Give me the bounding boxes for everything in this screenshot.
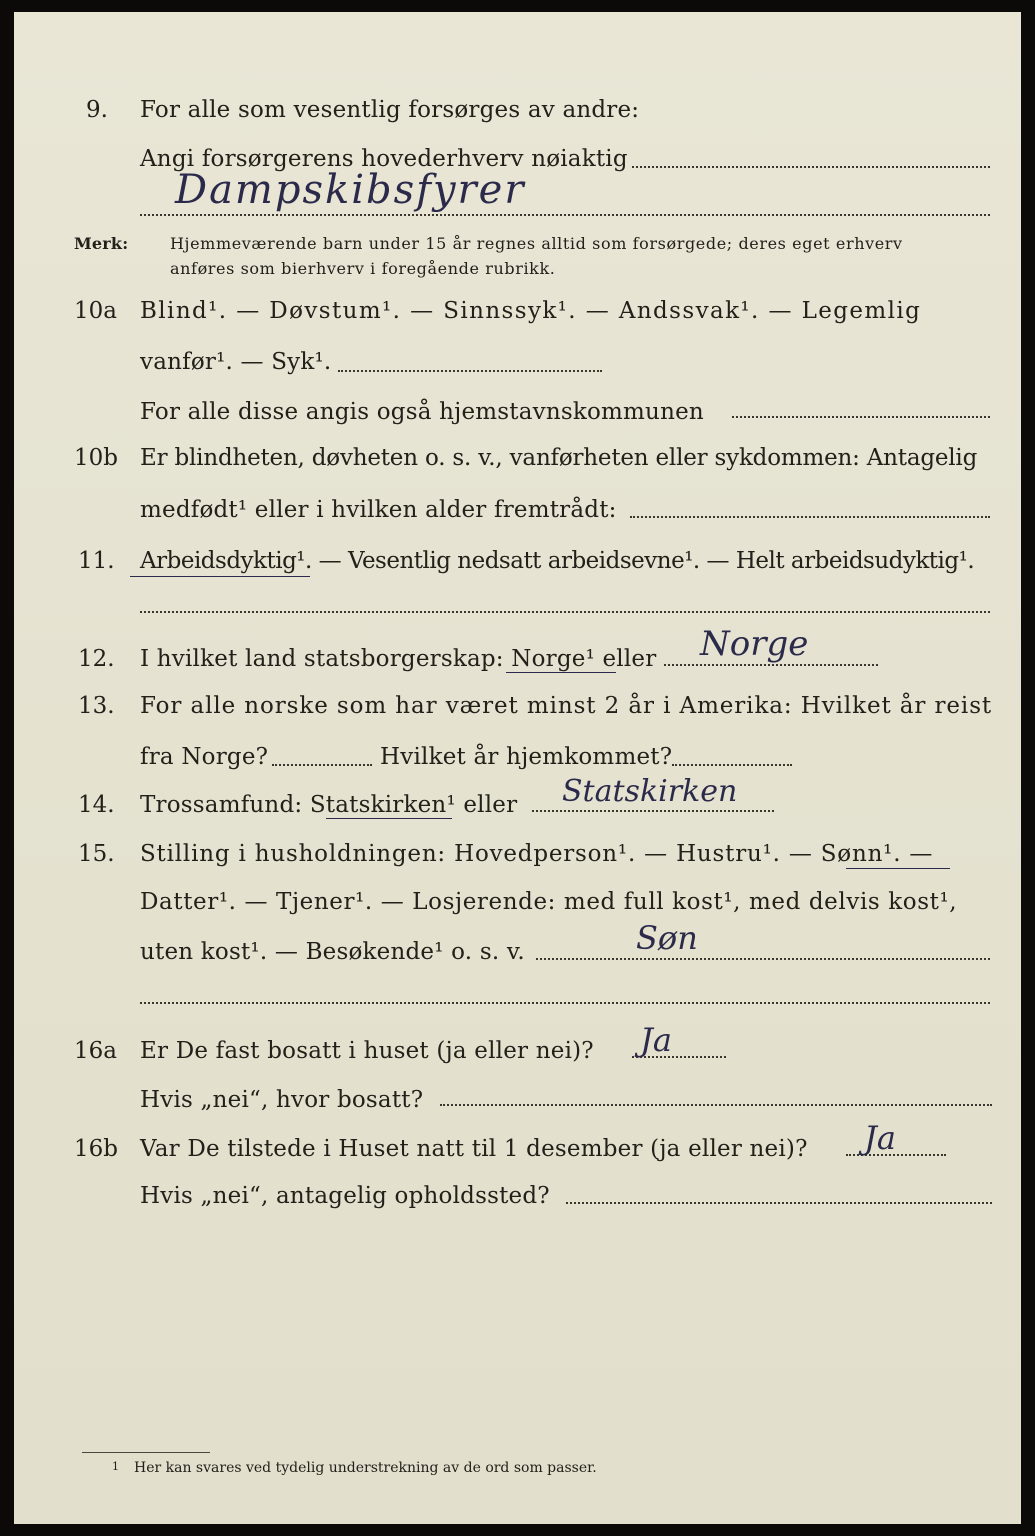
q13-return-line [672, 764, 792, 766]
q15-line1: Stilling i husholdningen: Hovedperson¹. — Hustru¹. — Sønn¹. — [140, 841, 934, 867]
q15-line2: Datter¹. — Tjener¹. — Losjerende: med full kost¹, med delvis kost¹, [140, 889, 958, 915]
q13-departure-line [272, 764, 372, 766]
q16b-dotted-line [846, 1154, 946, 1156]
q14-line1: Trossamfund: Statskirken¹ eller [140, 792, 518, 818]
q12-handwritten-answer[interactable]: Norge [700, 624, 809, 664]
q15-underline-mark [846, 868, 950, 869]
q16a-handwritten-answer[interactable]: Ja [640, 1021, 672, 1059]
q11-line1: Arbeidsdyktig¹. — Vesentlig nedsatt arbeidsevne¹. — Helt arbeidsudyktig¹. [140, 548, 975, 574]
q9-handwritten-answer[interactable]: Dampskibsfyrer [175, 167, 526, 213]
q10a-line3: For alle disse angis også hjemstavnskommunen [140, 399, 704, 425]
q10b-dotted-line [630, 516, 990, 518]
q16a-line2: Hvis „nei“, hvor bosatt? [140, 1087, 424, 1113]
q9-dotted-line [632, 166, 990, 168]
q16a-line1: Er De fast bosatt i huset (ja eller nei)? [140, 1038, 594, 1064]
q12-line1: I hvilket land statsborgerskap: Norge¹ eller [140, 646, 657, 672]
q10a-line2: vanfør¹. — Syk¹. [140, 349, 332, 375]
q10b-number: 10b [74, 445, 118, 471]
q13-number: 13. [78, 693, 115, 719]
q10a-line1: Blind¹. — Døvstum¹. — Sinnssyk¹. — Andssvak¹. — Legemlig [140, 298, 922, 324]
footnote-mark: 1 [112, 1460, 119, 1473]
q14-underline-mark [326, 818, 452, 819]
merk-label: Merk: [74, 234, 129, 253]
merk-line2: anføres som bierhverv i foregående rubrikk. [170, 259, 556, 278]
q15-number: 15. [78, 841, 115, 867]
q13-line2a: fra Norge? [140, 744, 269, 770]
q14-handwritten-answer[interactable]: Statskirken [562, 774, 738, 809]
q9-line1: For alle som vesentlig forsørges av andre: [140, 97, 640, 123]
q10a-municipality-line [732, 416, 990, 418]
q9-number: 9. [86, 97, 108, 123]
q16b-line2: Hvis „nei“, antagelig opholdssted? [140, 1183, 550, 1209]
q11-number: 11. [78, 548, 115, 574]
q13-line1: For alle norske som har været minst 2 år i Amerika: Hvilket år reist [140, 693, 993, 719]
merk-line1: Hjemmeværende barn under 15 år regnes alltid som forsørgede; deres eget erhverv [170, 234, 903, 253]
q16b-line1: Var De tilstede i Huset natt til 1 desember (ja eller nei)? [140, 1136, 808, 1162]
q16a-number: 16a [74, 1038, 117, 1064]
q16b-number: 16b [74, 1136, 118, 1162]
q16a-residence-line [440, 1104, 992, 1106]
q16b-location-line [566, 1202, 992, 1204]
q12-dotted-line [664, 664, 878, 666]
q10a-number: 10a [74, 298, 117, 324]
q13-line2b: Hvilket år hjemkommet? [380, 744, 673, 770]
footnote-divider [82, 1452, 210, 1453]
q16b-handwritten-answer[interactable]: Ja [864, 1119, 896, 1157]
q15-line3: uten kost¹. — Besøkende¹ o. s. v. [140, 939, 525, 965]
q12-number: 12. [78, 646, 115, 672]
q10b-line2: medfødt¹ eller i hvilken alder fremtrådt: [140, 497, 617, 523]
q15-dotted-line [536, 958, 990, 960]
footnote-text: Her kan svares ved tydelig understrekning av de ord som passer. [134, 1460, 597, 1476]
q15-extra-line [140, 1002, 990, 1004]
q12-underline-mark [506, 672, 616, 673]
q10a-dotted-line [338, 370, 602, 372]
q14-number: 14. [78, 792, 115, 818]
q10b-line1: Er blindheten, døvheten o. s. v., vanførheten eller sykdommen: Antagelig [140, 445, 978, 471]
q9-line2: Angi forsørgerens hovederhverv nøiaktig [140, 146, 628, 172]
q11-underline-mark [130, 576, 310, 577]
q11-answer-line [140, 611, 990, 613]
q9-answer-line [140, 214, 990, 216]
q15-handwritten-answer[interactable]: Søn [636, 919, 698, 957]
